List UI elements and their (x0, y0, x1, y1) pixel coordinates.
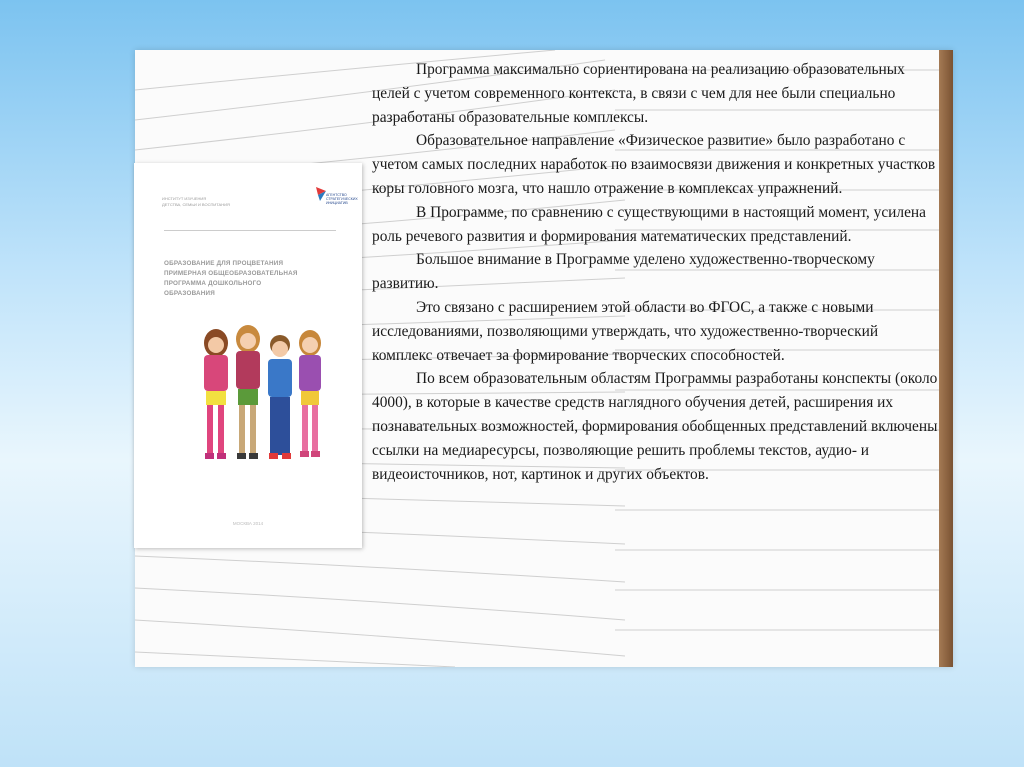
brochure-divider (164, 230, 336, 231)
logo-line: АГЕНТСТВО (326, 193, 347, 197)
brochure-title-line: ОБРАЗОВАНИЕ ДЛЯ ПРОЦВЕТАНИЯ (164, 260, 284, 267)
brochure-cover (134, 163, 362, 548)
child-figure (268, 335, 292, 459)
paragraph: Это связано с расширением этой области во ФГОС, а также с новыми исследованиями, позволяющими утверждать, что художественно-творческий комплекс отвечает за формирование творческих способностей. (372, 298, 879, 364)
asi-logo-text (326, 193, 362, 205)
paragraph: Образовательное направление «Физическое развитие» было разработано с учетом самых последних наработок по взаимосвязи движения и конкретных участков коры головного мозга, что нашло отражение в комплексах упражнений. (372, 132, 936, 197)
main-text (372, 58, 942, 486)
logo-line: СТРАТЕГИЧЕСКИХ (326, 197, 358, 201)
paragraph: В Программе, по сравнению с существующими в настоящий момент, усилена роль речевого развития и формирования математических представлений. (372, 203, 926, 245)
child-figure (299, 330, 321, 457)
brochure-title-line: ОБРАЗОВАНИЯ (164, 290, 215, 297)
brochure-org-line: ИНСТИТУТ ИЗУЧЕНИЯ (162, 196, 207, 201)
brochure-title-line: ПРОГРАММА ДОШКОЛЬНОГО (164, 280, 262, 287)
child-figure (204, 329, 228, 459)
paragraph: По всем образовательным областям Программы разработаны конспекты (около 4000), в которые в качестве средств наглядного обучения детей, расширения их познавательных возможностей, формирования обобщенных представлений включены ссылки на медиаресурсы, позволяющие решить проблемы текстов, аудио- и видеоисточников, нот, картинок и других объектов. (372, 370, 938, 483)
child-figure (236, 325, 260, 459)
brochure-org (162, 196, 292, 208)
logo-line: ИНИЦИАТИВ (326, 201, 348, 205)
brochure-title (164, 259, 344, 299)
paragraph: Большое внимание в Программе уделено художественно-творческому развитию. (372, 251, 875, 293)
children-photo (194, 325, 344, 495)
brochure-city-year: МОСКВА 2014 (232, 521, 264, 526)
brochure-title-line: ПРИМЕРНАЯ ОБЩЕОБРАЗОВАТЕЛЬНАЯ (164, 270, 298, 277)
paragraph: Программа максимально сориентирована на реализацию образовательных целей с учетом современного контекста, в связи с чем для нее были специально разработаны образовательные комплексы. (372, 61, 905, 126)
brochure-org-line: ДЕТСТВА, СЕМЬИ И ВОСПИТАНИЯ (162, 202, 230, 207)
